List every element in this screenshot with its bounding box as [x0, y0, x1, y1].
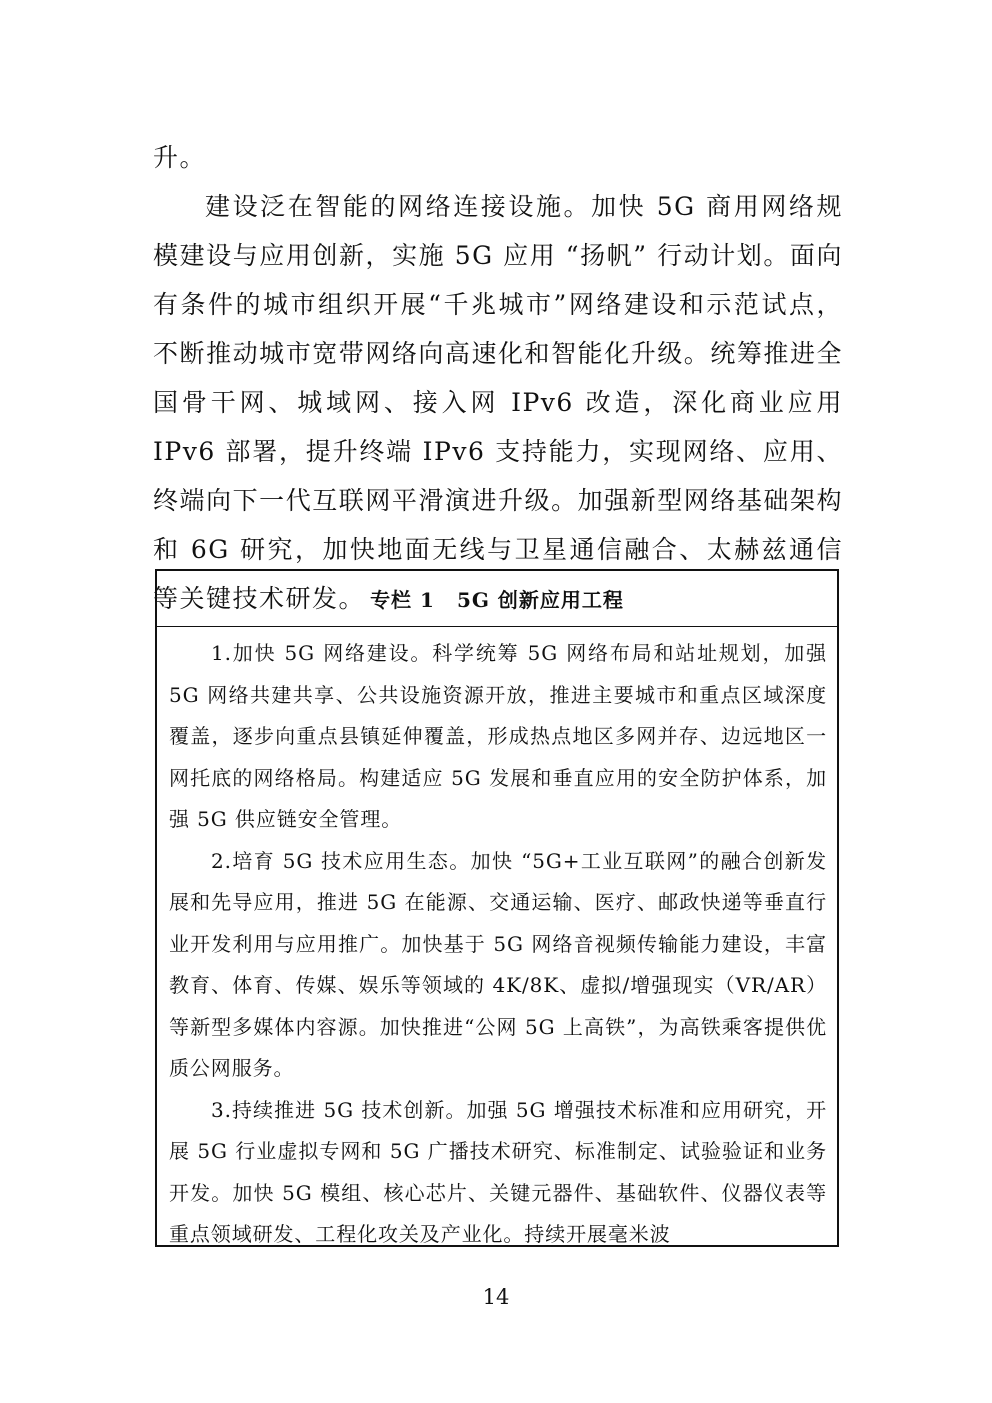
box-item-2: 2.培育 5G 技术应用生态。加快 “5G+工业互联网”的融合创新发展和先导应用，推进 5G 在能源、交通运输、医疗、邮政快递等垂直行业开发利用与应用推广。加快基于 5G 网络音视频传输能力建设，丰富教育、体育、传媒、娱乐等领域的 4K/8K、虚拟/增强现实（VR/AR）等新型多媒体内容源。加快推进“公网 5G 上高铁”，为高铁乘客提供优质公网服务。: [169, 848, 827, 1080]
box-item-1: 1.加快 5G 网络建设。科学统筹 5G 网络布局和站址规划，加强 5G 网络共建共享、公共设施资源开放，推进主要城市和重点区域深度覆盖，逐步向重点县镇延伸覆盖，形成热点地区多网并存、边远地区一网托底的网络格局。构建适应 5G 发展和垂直应用的安全防护体系，加强 5G 供应链安全管理。: [169, 641, 827, 831]
body-text: [153, 133, 843, 623]
body-paragraph-continuation: 升。: [153, 143, 207, 172]
box-title: [157, 571, 837, 627]
body-paragraph-network-infrastructure: 建设泛在智能的网络连接设施。加快 5G 商用网络规模建设与应用创新，实施 5G 应用 “扬帆” 行动计划。面向有条件的城市组织开展“千兆城市”网络建设和示范试点，不断推动城市宽带网络向高速化和智能化升级。统筹推进全国骨干网、城域网、接入网 IPv6 改造，深化商业应用 IPv6 部署，提升终端 IPv6 支持能力，实现网络、应用、终端向下一代互联网平滑演进升级。加强新型网络基础架构和 6G 研究，加快地面无线与卫星通信融合、太赫兹通信等关键技术研发。: [153, 192, 843, 613]
page-number: 14: [482, 1285, 510, 1309]
box-title-prefix: 专栏 1: [370, 588, 435, 612]
box-title-main: 5G 创新应用工程: [456, 588, 624, 612]
box-item-3: 3.持续推进 5G 技术创新。加强 5G 增强技术标准和应用研究，开展 5G 行业虚拟专网和 5G 广播技术研究、标准制定、试验验证和业务开发。加快 5G 模组、核心芯片、关键元器件、基础软件、仪器仪表等重点领域研发、工程化攻关及产业化。持续开展毫米波: [169, 1097, 827, 1246]
box-content: [157, 627, 837, 1247]
feature-box: [155, 569, 839, 1247]
